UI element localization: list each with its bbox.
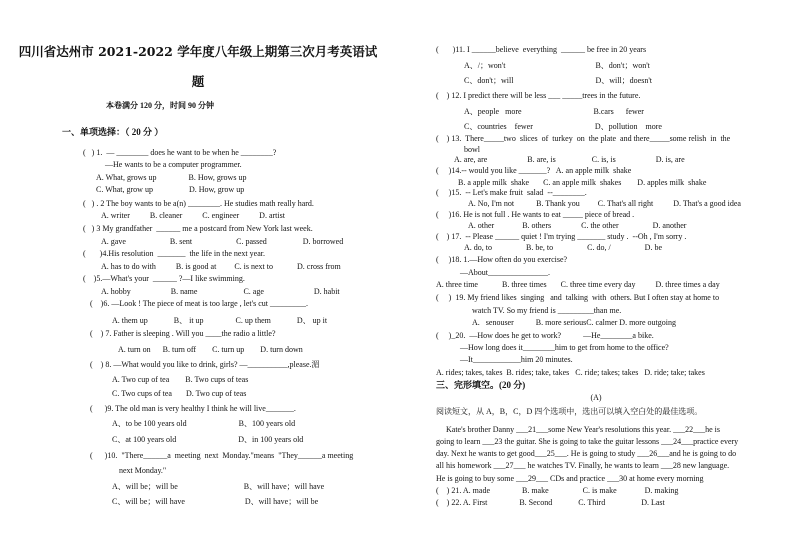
question-line: ( ) 8. —What would you like to drink, girls? —__________,please.湄: [90, 360, 320, 369]
question-line: ( )9. The old man is very healthy I think he will live_______.: [90, 404, 296, 413]
question-line: ( )5.—What's your ______ ?—I like swimming.: [83, 274, 245, 283]
option-line: A、/；won't B、don't；won't: [464, 61, 650, 70]
passage-line: all his homework ___27___ he watches TV. Finally, he wants to learn ___28 new language.: [436, 461, 730, 470]
option-line: A、people more B.cars fewer: [464, 107, 644, 116]
question-line: ( )18. 1.—How often do you exercise?: [436, 255, 568, 264]
option-line: C. Two cups of tea D. Two cup of teas: [112, 389, 247, 398]
option-line: A. hobby B. name C. age D. habit: [101, 287, 340, 296]
passage-line: going to learn ___23 the guitar. She is going to take the guitar lessons ___24___practice every: [436, 437, 739, 446]
option-line: A. What, grows up B. How, grows up: [96, 173, 247, 182]
question-line: —It____________him 20 minutes.: [460, 355, 573, 364]
option-line: A. has to do with B. is good at C. is next to D. cross from: [101, 262, 341, 271]
option-line: C、countries fewer D、pollution more: [464, 122, 662, 131]
option-line: C、at 100 years old D、in 100 years old: [112, 435, 304, 444]
passage-line: He is going to buy some ___29___ CDs and practice ___30 at home every morning: [436, 474, 704, 483]
option-line: A. do, to B. be, to C. do, / D. be: [464, 243, 662, 252]
question-line: next Monday.": [119, 466, 167, 475]
option-line: A、to be 100 years old B、100 years old: [112, 419, 296, 428]
question-line: ( ) 12. I predict there will be less ___ _____trees in the future.: [436, 91, 641, 100]
question-line: ( ) 1. — ________ does he want to be when he ________?: [83, 148, 277, 157]
option-line: A. senouser B. more seriousC. calmer D. more outgoing: [472, 318, 676, 327]
right-column: [398, 0, 794, 560]
option-line: B. a apple milk shake C. an apple milk shakes D. apples milk shake: [458, 178, 707, 187]
option-line: A. three time B. three times C. three time every day D. three times a day: [436, 280, 720, 289]
option-line: A. Two cup of tea B. Two cups of teas: [112, 375, 249, 384]
question-line: ( )4.His resolution _______ the life in the next year.: [83, 249, 265, 258]
question-line: ( )14.-- would you like _______? A. an apple milk shake: [436, 166, 632, 175]
question-line: ( ) 17. -- Please ______ quiet ! I'm trying _______ study . --Oh , I'm sorry .: [436, 232, 687, 241]
section-heading-cloze: 三、完形填空。(20 分): [436, 380, 526, 390]
passage-label: (A): [590, 393, 602, 402]
question-line: ( ) 21. A. made B. make C. is make D. making: [436, 486, 679, 495]
question-line: —About_______________.: [460, 268, 550, 277]
option-line: C、will be；will have D、will have；will be: [112, 497, 319, 506]
option-line: A. are, are B. are, is C. is, is D. is, are: [454, 155, 685, 164]
passage-line: Kate's brother Danny ___21___some New Year's resolutions this year. ___22___he is: [446, 425, 720, 434]
option-line: A. other B. others C. the other D. another: [468, 221, 687, 230]
subtitle: 本卷满分 120 分，时间 90 分钟: [106, 101, 214, 110]
question-line: ( )16. He is not full . He wants to eat _____ piece of bread .: [436, 210, 635, 219]
option-line: A. turn on B. turn off C. turn up D. turn down: [118, 345, 303, 354]
question-line: bowl: [464, 145, 480, 154]
option-line: A. rides; takes, takes B. rides; take, takes C. ride; takes; takes D. ride; take; takes: [436, 368, 705, 377]
option-line: C、don't；will D、will；doesn't: [464, 76, 652, 85]
question-line: ( )11. I ______believe everything ______ be free in 20 years: [436, 45, 647, 54]
question-line: ( )_20. —How does he get to work? —He________a bike.: [436, 331, 654, 340]
instruction-line: 阅读短文，从 A，B，C，D 四个选项中，选出可以填入空白处的最佳选项。: [436, 407, 703, 416]
question-line: —How long does it________him to get from home to the office?: [460, 343, 669, 352]
page-title: 四川省达州市 2021-2022 学年度八年级上期第三次月考英语试: [18, 44, 378, 59]
question-line: ( ) 7. Father is sleeping . Will you ____the radio a little?: [90, 329, 276, 338]
section-heading-single-choice: 一、单项选择：（ 20 分 ）: [62, 127, 164, 137]
question-line: ( ) 22. A. First B. Second C. Third D. Last: [436, 498, 665, 507]
passage-line: day. Next he wants to get good___25___. He is going to study ___26___and he is going to do: [436, 449, 737, 458]
option-line: A. No, I'm not B. Thank you C. That's all right D. That's a good idea: [468, 199, 741, 208]
option-line: A. them up B、 it up C. up them D、 up it: [112, 316, 328, 325]
option-line: A、will be；will be B、will have；will have: [112, 482, 325, 491]
left-column: [0, 0, 396, 560]
option-line: A. writer B. cleaner C. engineer D. artist: [101, 211, 285, 220]
option-line: C. What, grow up D. How, grow up: [96, 185, 245, 194]
question-line: ( ) 3 My grandfather ______ me a postcard from New York last week.: [83, 224, 313, 233]
question-line: ( ) 13. There_____two slices of turkey on the plate and there_____some relish in the: [436, 134, 731, 143]
question-line: ( )10. "There______a meeting next Monday."means "They______a meeting: [90, 451, 354, 460]
question-line: ( ) . 2 The boy wants to be a(n) ________. He studies math really hard.: [83, 199, 314, 208]
question-line: ( )15. -- Let's make fruit salad --________.: [436, 188, 587, 197]
page-title-continued: 题: [191, 74, 205, 89]
question-line: watch TV. So my friend is _________than me.: [472, 306, 622, 315]
question-line: ( )6. —Look ! The piece of meat is too large , let's cut _________.: [90, 299, 308, 308]
option-line: A. gave B. sent C. passed D. borrowed: [101, 237, 344, 246]
question-line: —He wants to be a computer programmer.: [105, 160, 242, 169]
question-line: ( ) 19. My friend likes singing and talking with others. But I often stay at home to: [436, 293, 720, 302]
